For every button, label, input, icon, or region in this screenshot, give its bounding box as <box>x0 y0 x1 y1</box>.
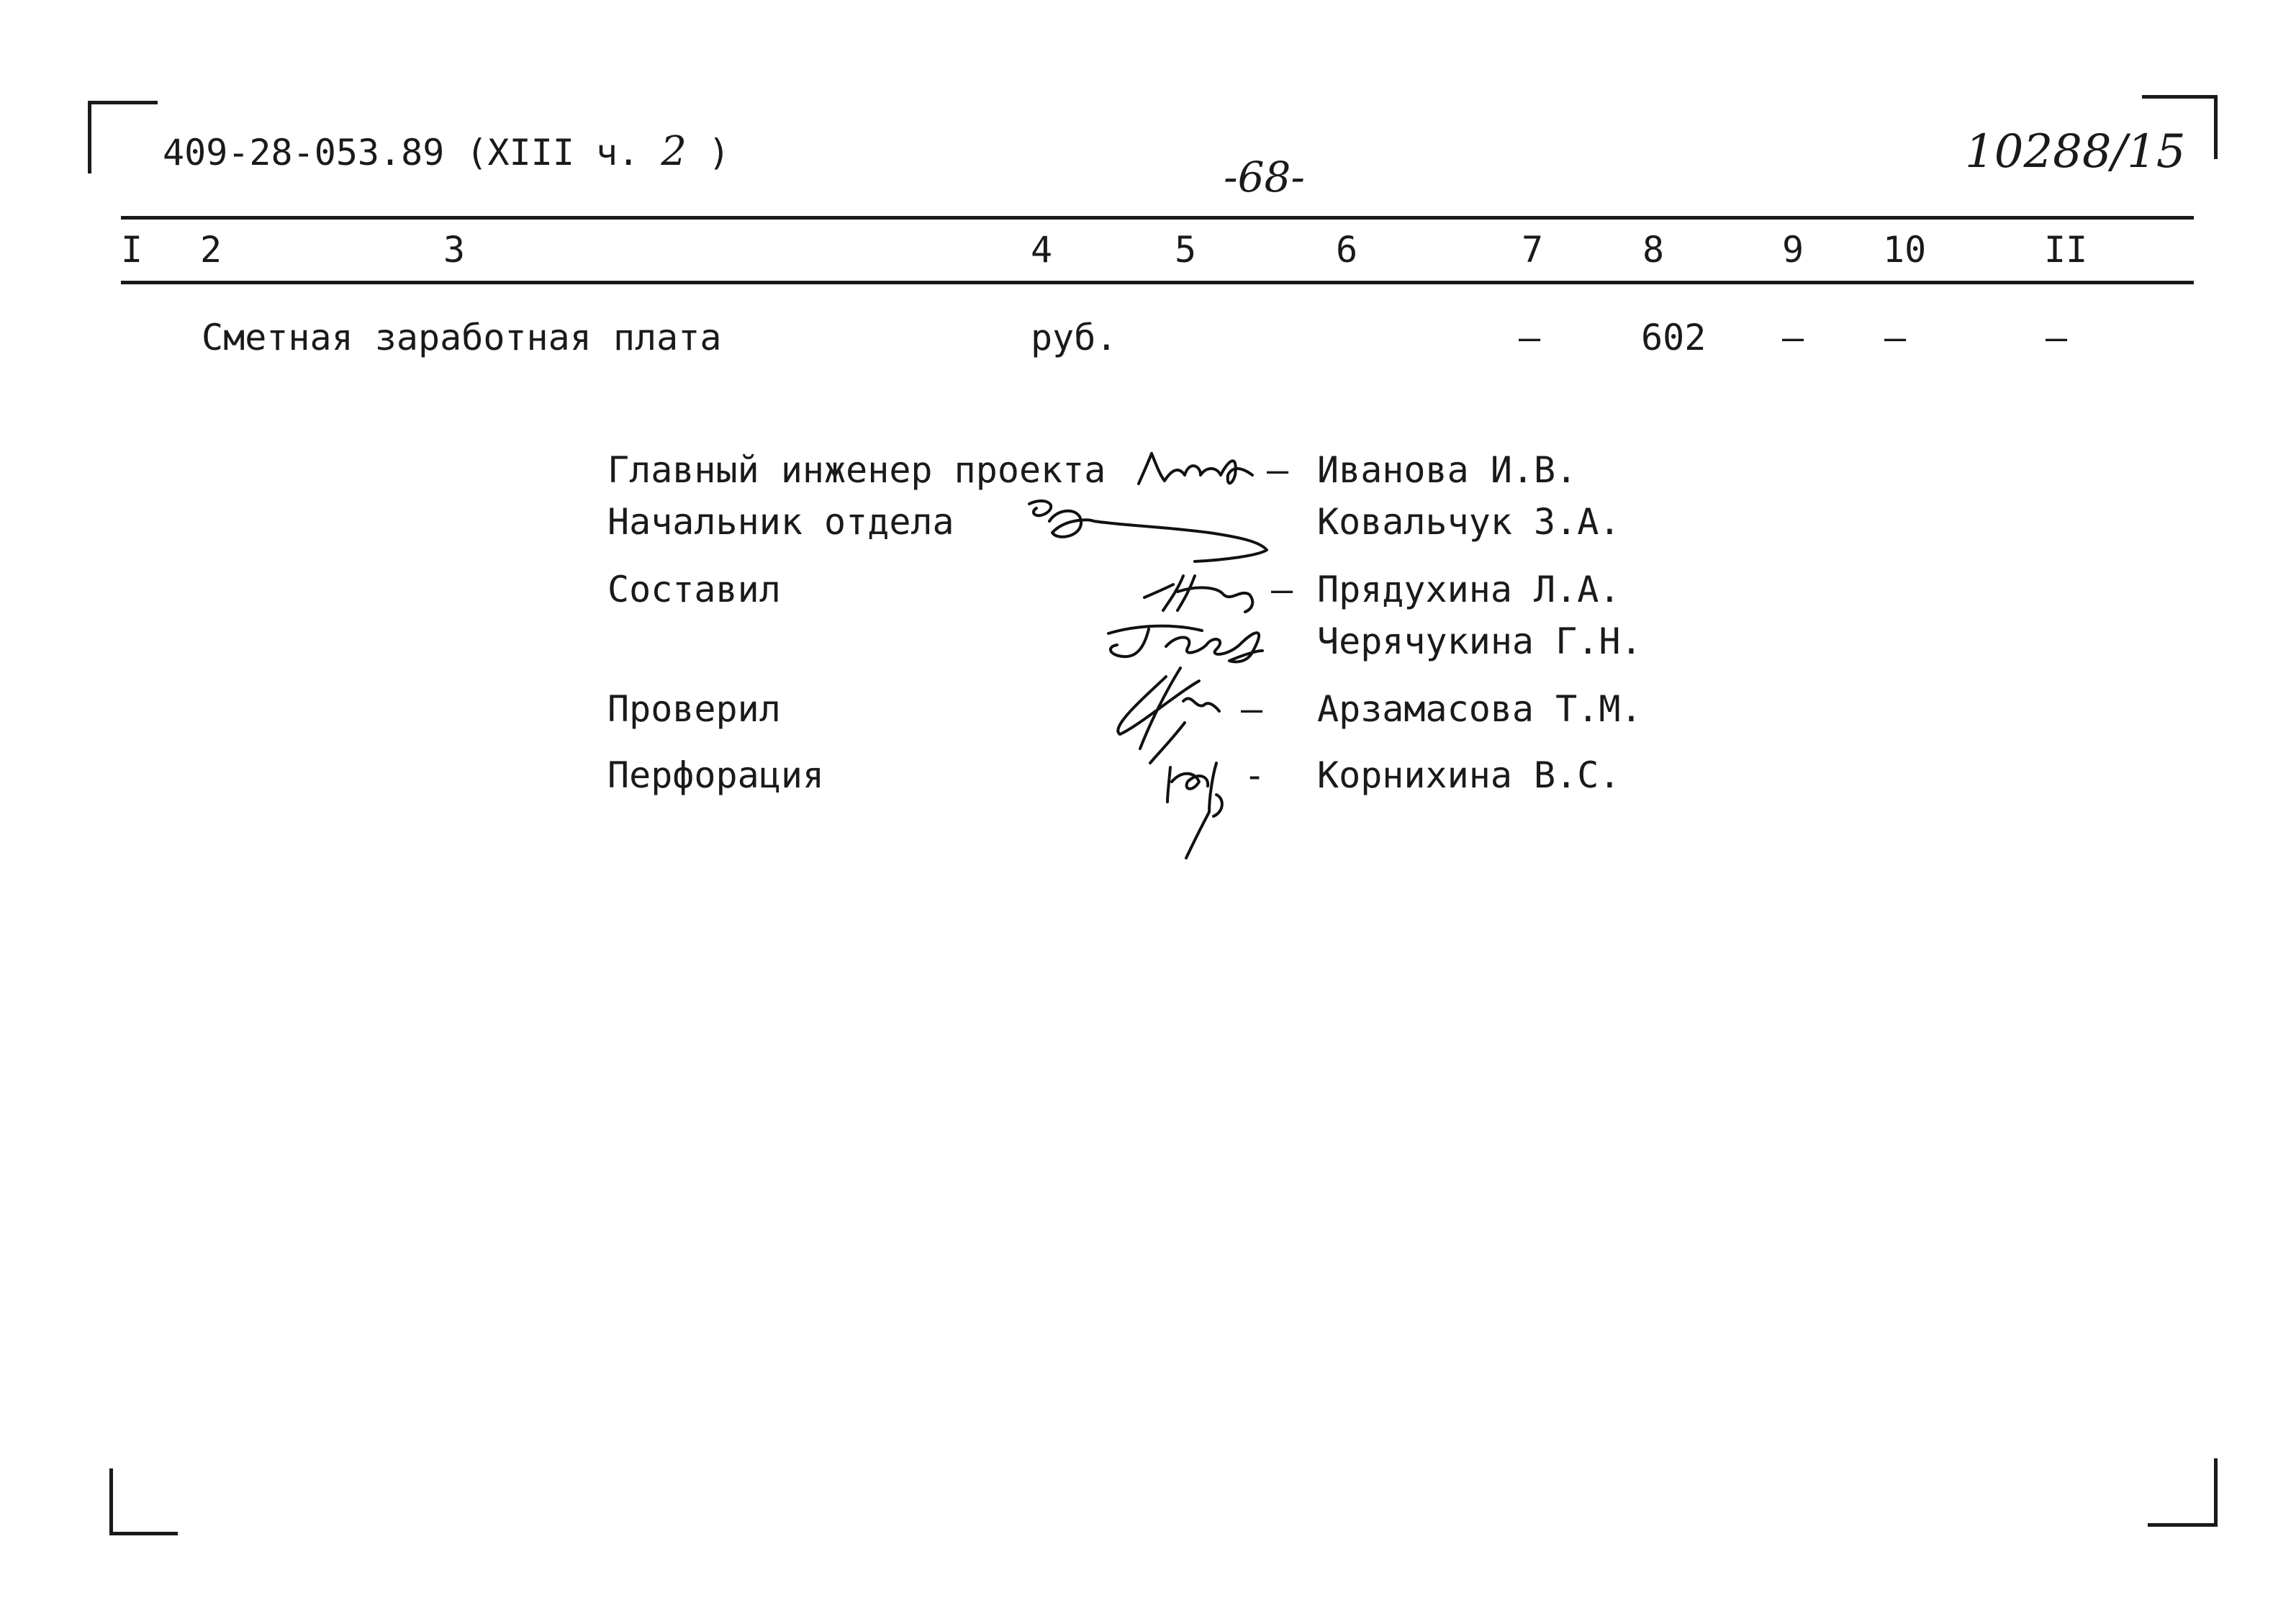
part-number: 2 <box>661 128 687 175</box>
column-number-11: II <box>2044 229 2088 271</box>
column-number-3: 3 <box>443 229 466 271</box>
signature-role: Главный инженер проекта <box>607 449 1106 491</box>
signature-dash: - <box>1244 754 1266 796</box>
signature-kovalchuk <box>1029 501 1267 561</box>
signature-role: Проверил <box>607 688 781 730</box>
column-number-10: 10 <box>1883 229 1927 271</box>
signature-role: Начальник отдела <box>607 501 954 543</box>
column-number-7: 7 <box>1522 229 1544 271</box>
row-col7: – <box>1519 317 1541 358</box>
column-number-5: 5 <box>1175 229 1197 271</box>
signature-cheryachukina <box>1108 626 1262 662</box>
column-number-6: 6 <box>1336 229 1358 271</box>
row-col8: 602 <box>1641 317 1707 358</box>
signature-role: Перфорация <box>607 754 825 796</box>
signature-kornikhina <box>1167 763 1222 858</box>
signature-name: Ковальчук З.А. <box>1317 501 1621 543</box>
signature-name: Арзамасова Т.М. <box>1317 688 1642 730</box>
signature-name: Черячукина Г.Н. <box>1317 620 1642 662</box>
row-col11: – <box>2046 317 2068 358</box>
page-number: -68- <box>1224 153 1305 202</box>
column-number-9: 9 <box>1782 229 1804 271</box>
signature-dash: – <box>1271 569 1293 610</box>
signature-dash: — <box>1241 688 1263 730</box>
row-col10: – <box>1884 317 1907 358</box>
document-code-close: ) <box>708 132 731 173</box>
signature-name: Иванова И.В. <box>1317 449 1578 491</box>
signature-ivanova <box>1139 453 1252 484</box>
signature-pryadukhina <box>1144 576 1252 612</box>
column-number-1: I <box>121 229 143 271</box>
signature-name: Прядухина Л.А. <box>1317 569 1621 610</box>
signature-name: Корнихина В.С. <box>1317 754 1621 796</box>
column-number-2: 2 <box>200 229 222 271</box>
signature-arzamasova <box>1118 668 1219 763</box>
signature-dash: — <box>1267 449 1289 491</box>
column-number-4: 4 <box>1031 229 1053 271</box>
archive-number: 10288/15 <box>1965 125 2186 179</box>
row-name: Сметная заработная плата <box>202 317 722 358</box>
row-unit: руб. <box>1031 317 1118 358</box>
row-col9: – <box>1782 317 1804 358</box>
column-number-8: 8 <box>1642 229 1665 271</box>
signature-role: Составил <box>607 569 781 610</box>
document-code-text: 409-28-053.89 (XIII ч. <box>163 132 640 173</box>
